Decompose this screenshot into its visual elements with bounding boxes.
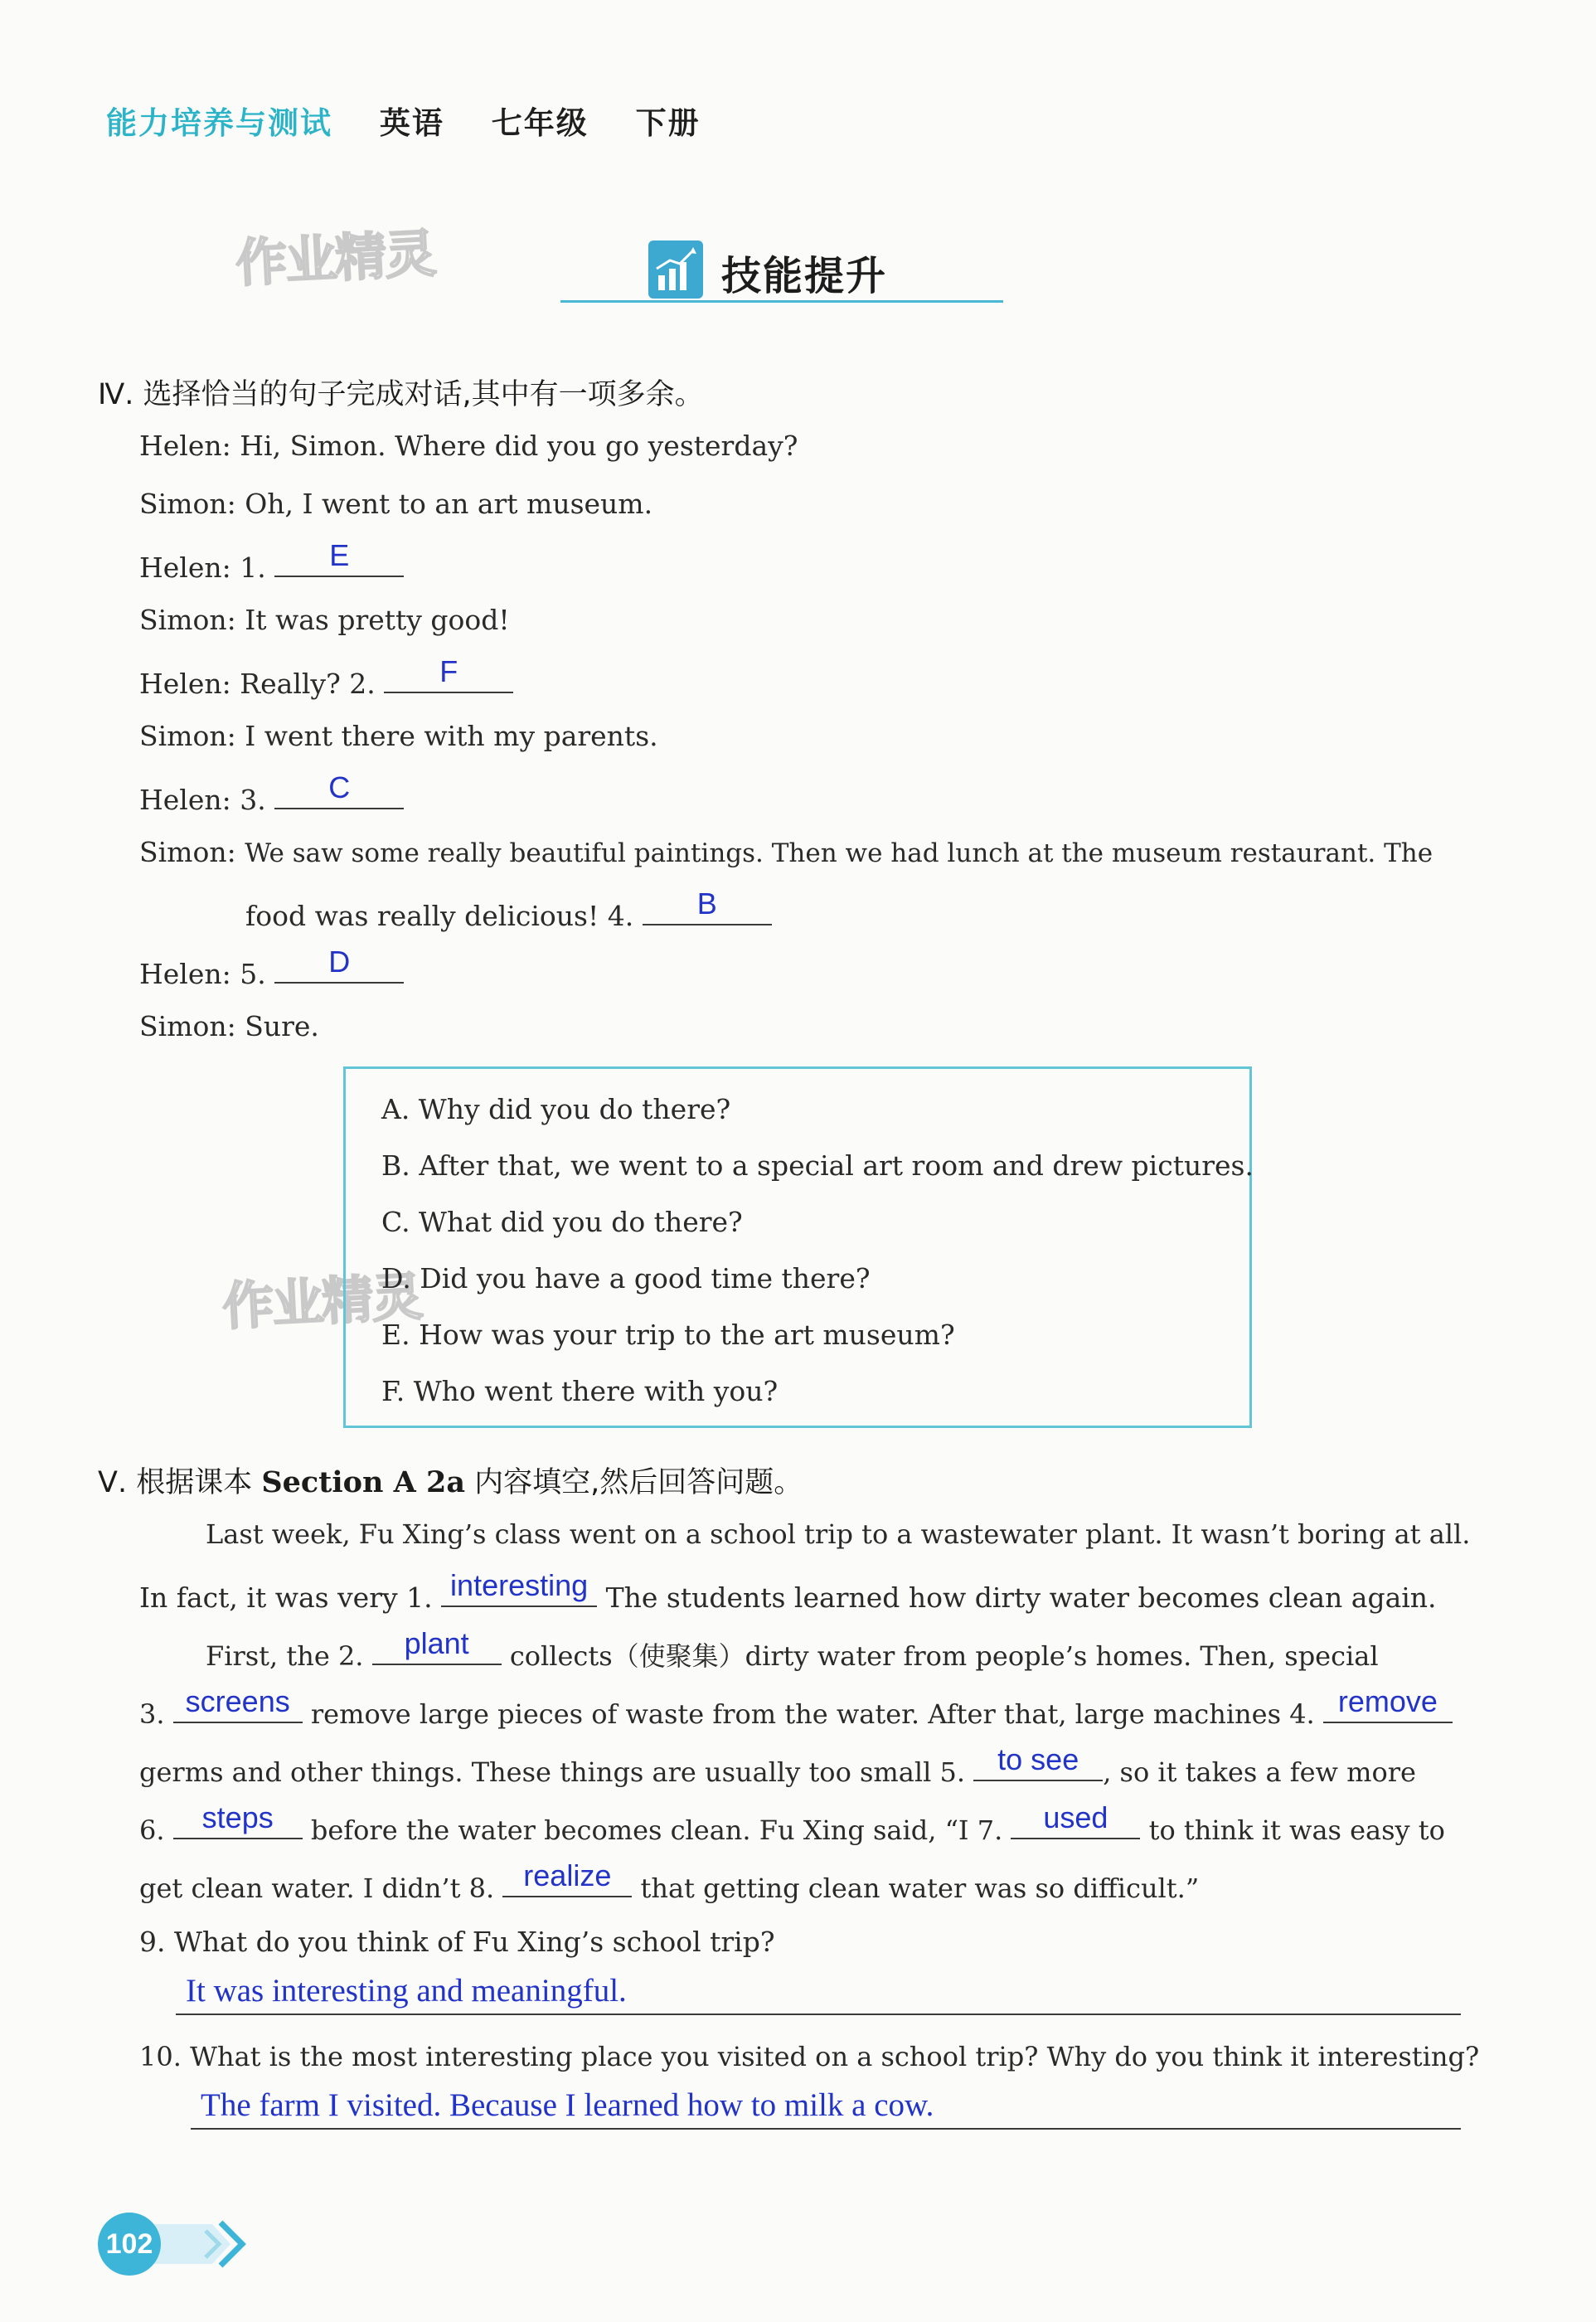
fill-answer-2: plant: [404, 1626, 469, 1660]
answer-1: E: [329, 538, 350, 572]
watermark-middle: 作业精灵: [221, 1265, 424, 1338]
answer-blank-5[interactable]: [274, 945, 404, 984]
passage-line-6: [139, 1800, 1445, 1847]
option-c: C. What did you do there?: [381, 1206, 743, 1238]
answer-blank-2[interactable]: [384, 654, 513, 693]
watermark-top: 作业精灵: [234, 222, 437, 294]
passage-text: germs and other things. These things are usually too small 5.: [139, 1756, 966, 1788]
passage-line-5: [139, 1742, 1416, 1789]
fill-answer-6: steps: [201, 1800, 274, 1834]
dialogue-line-8-cont: [245, 887, 772, 933]
passage-line-3: [206, 1626, 1379, 1673]
passage-text: 3.: [139, 1698, 165, 1730]
passage-text: The students learned how dirty water becomes clean again.: [605, 1581, 1437, 1614]
fill-answer-8: realize: [523, 1858, 612, 1892]
fill-answer-5: to see: [997, 1742, 1079, 1776]
speaker: Helen:: [139, 668, 231, 700]
answer-9: It was interesting and meaningful.: [186, 1973, 627, 2009]
fill-blank-2[interactable]: [372, 1626, 502, 1665]
passage-line-2: [139, 1568, 1437, 1615]
passage-text: 6.: [139, 1814, 165, 1846]
subject: 英语: [379, 105, 444, 141]
speaker: Simon:: [139, 604, 236, 636]
dialogue-line-3: [139, 538, 404, 585]
passage-text: In fact, it was very 1.: [139, 1581, 433, 1614]
fill-blank-5[interactable]: [973, 1742, 1103, 1781]
speaker: Simon:: [139, 488, 236, 520]
answer-blank-3[interactable]: [274, 770, 404, 809]
question-10: 10. What is the most interesting place you visited on a school trip? Why do you think it interesting?: [139, 2041, 1480, 2072]
fill-answer-4: remove: [1337, 1684, 1438, 1718]
passage-text: First, the 2.: [206, 1640, 364, 1672]
answer-10: The farm I visited. Because I learned how to milk a cow.: [201, 2087, 934, 2123]
fill-blank-3[interactable]: [173, 1684, 303, 1723]
bar-chart-icon: [648, 240, 703, 299]
speaker: Helen:: [139, 784, 231, 816]
dialogue-line-2: [139, 488, 652, 521]
fill-blank-1[interactable]: [441, 1568, 597, 1607]
answer-5: D: [328, 945, 351, 979]
dialogue-text: It was pretty good!: [245, 604, 510, 636]
passage-line-1: Last week, Fu Xing’s class went on a school trip to a wastewater plant. It wasn’t boring at all.: [206, 1518, 1471, 1550]
page-number-arrow-icon: [154, 2219, 262, 2269]
dialogue-line-6: [139, 720, 658, 753]
passage-text: , so it takes a few more: [1103, 1756, 1416, 1788]
answer-3: C: [328, 770, 351, 804]
dialogue-line-4: [139, 604, 510, 637]
section-5-title-bold: Section A 2a: [261, 1465, 465, 1499]
fill-blank-4[interactable]: [1323, 1684, 1453, 1723]
dialogue-line-9: [139, 945, 404, 991]
passage-text: that getting clean water was so difficult.”: [640, 1873, 1200, 1904]
blank-number: 5.: [240, 958, 266, 990]
running-header: [106, 98, 735, 143]
fill-blank-6[interactable]: [173, 1800, 303, 1839]
passage-text: remove large pieces of waste from the water. After that, large machines 4.: [310, 1698, 1315, 1730]
speaker: Helen:: [139, 958, 231, 990]
passage-text: before the water becomes clean. Fu Xing said, “I 7.: [310, 1814, 1003, 1846]
answer-line-10[interactable]: [191, 2128, 1461, 2130]
answer-4: B: [696, 887, 717, 921]
blank-number: 1.: [240, 551, 266, 584]
answer-blank-1[interactable]: [274, 538, 404, 577]
speaker: Simon:: [139, 836, 236, 868]
section-5-title-post: 内容填空,然后回答问题。: [465, 1466, 803, 1499]
dialogue-line-10: [139, 1010, 319, 1043]
option-e: E. How was your trip to the art museum?: [381, 1319, 955, 1351]
fill-answer-7: used: [1043, 1800, 1108, 1834]
fill-blank-8[interactable]: [502, 1858, 632, 1897]
answer-2: F: [439, 654, 458, 688]
dialogue-text: Sure.: [245, 1010, 319, 1042]
dialogue-text: We saw some really beautiful paintings. Then we had lunch at the museum restaurant. The: [245, 838, 1433, 868]
page-number: 102: [98, 2213, 161, 2276]
option-b: B. After that, we went to a special art room and drew pictures.: [381, 1149, 1254, 1182]
section-5-title: [98, 1460, 803, 1501]
option-f: F. Who went there with you?: [381, 1375, 779, 1407]
answer-line-9[interactable]: [176, 2014, 1461, 2015]
passage-line-7: [139, 1858, 1200, 1905]
series-title: 能力培养与测试: [106, 105, 332, 141]
passage-text: to think it was easy to: [1148, 1814, 1445, 1846]
fill-answer-1: interesting: [450, 1568, 589, 1602]
dialogue-line-8: [139, 836, 1433, 870]
section-5-title-pre: Ⅴ. 根据课本: [98, 1466, 262, 1499]
answer-blank-4[interactable]: [643, 887, 772, 925]
passage-text: collects（使聚集）dirty water from people’s homes. Then, special: [509, 1640, 1379, 1672]
dialogue-text: Really? 2.: [240, 668, 376, 700]
section-banner-title: 技能提升: [721, 253, 888, 299]
fill-blank-7[interactable]: [1011, 1800, 1140, 1839]
dialogue-line-5: [139, 654, 513, 701]
dialogue-text: Oh, I went to an art museum.: [245, 488, 653, 520]
speaker: Simon:: [139, 720, 236, 752]
question-9: 9. What do you think of Fu Xing’s school trip?: [139, 1926, 775, 1958]
passage-line-4: [139, 1684, 1453, 1731]
speaker: Simon:: [139, 1010, 236, 1042]
option-d: D. Did you have a good time there?: [381, 1262, 871, 1295]
speaker: Helen:: [139, 551, 231, 584]
section-4-title: Ⅳ. 选择恰当的句子完成对话,其中有一项多余。: [98, 378, 704, 411]
option-a: A. Why did you do there?: [381, 1093, 731, 1125]
passage-text: get clean water. I didn’t 8.: [139, 1873, 495, 1904]
dialogue-line-7: [139, 770, 404, 817]
dialogue-text: food was really delicious! 4.: [245, 900, 634, 932]
blank-number: 3.: [240, 784, 266, 816]
dialogue-text: Hi, Simon. Where did you go yesterday?: [240, 430, 798, 462]
dialogue-line-1: [139, 430, 798, 463]
grade: 七年级: [491, 105, 589, 141]
dialogue-text: I went there with my parents.: [245, 720, 658, 752]
speaker: Helen:: [139, 430, 231, 462]
fill-answer-3: screens: [185, 1684, 290, 1718]
volume: 下册: [635, 105, 701, 141]
